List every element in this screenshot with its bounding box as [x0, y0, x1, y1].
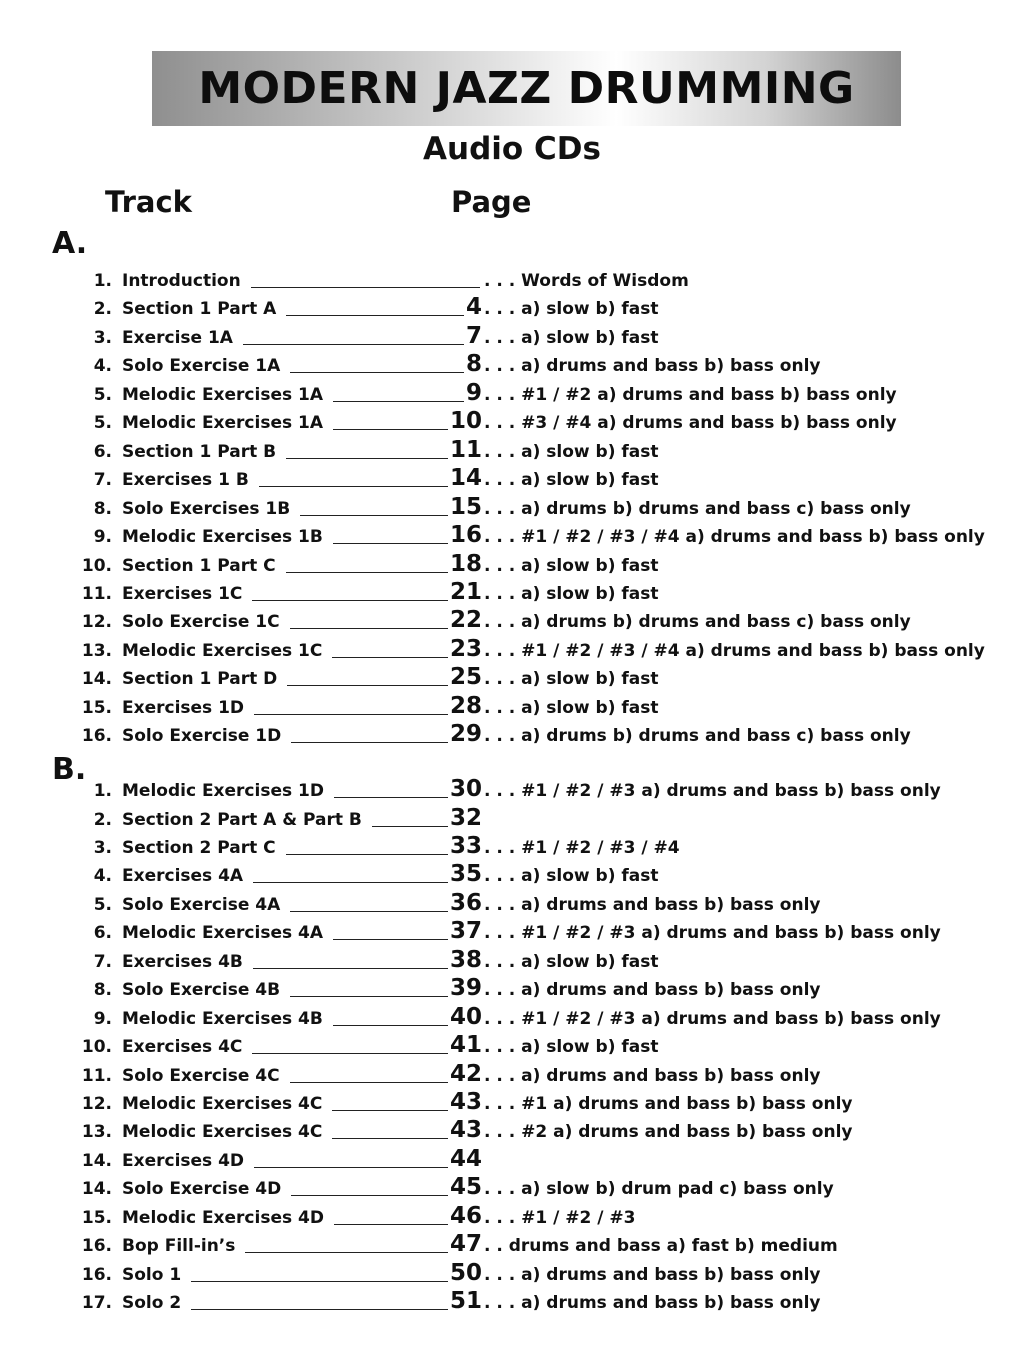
leader-line — [253, 968, 448, 969]
page-number: 8 — [465, 351, 482, 378]
track-title: Exercises 4C — [122, 1037, 243, 1057]
track-description: . . . a) slow b) fast — [484, 584, 659, 604]
track-title: Exercises 1C — [122, 584, 243, 604]
track-number: 8. — [93, 980, 112, 1001]
track-row — [0, 919, 1024, 947]
leader-line — [290, 911, 448, 912]
leader-line — [245, 1252, 448, 1253]
leader-line — [252, 1053, 448, 1054]
track-row — [0, 523, 1024, 551]
track-title: Section 1 Part B — [122, 441, 277, 462]
track-number: 6. — [93, 923, 112, 944]
leader-line — [286, 572, 448, 573]
leader-line — [333, 1025, 448, 1026]
track-description: . . . #1 a) drums and bass b) bass only — [484, 1094, 853, 1114]
page-number: 14 — [449, 465, 482, 492]
track-number: 9. — [93, 527, 112, 547]
track-title: Solo Exercise 1A — [122, 356, 281, 377]
track-number: 1. — [93, 271, 112, 291]
page-number: 37 — [449, 918, 482, 945]
leader-line — [333, 401, 464, 402]
page-number: 47 — [449, 1231, 482, 1258]
track-description: . . . a) drums b) drums and bass c) bass only — [484, 726, 911, 747]
leader-line — [334, 797, 448, 798]
track-row — [0, 1118, 1024, 1146]
track-description: . . . a) slow b) fast — [484, 669, 659, 690]
leader-line — [254, 714, 448, 715]
track-number: 12. — [81, 612, 112, 633]
track-title: Exercises 4D — [122, 1150, 245, 1171]
track-number: 12. — [81, 1094, 112, 1114]
track-title: Exercises 1 B — [122, 470, 249, 491]
track-row — [0, 580, 1024, 608]
page-number: 28 — [449, 692, 482, 719]
page-number: 43 — [449, 1089, 482, 1115]
page-number: 30 — [449, 776, 482, 802]
page-number: 35 — [449, 861, 482, 888]
track-description: . . . a) slow b) fast — [484, 1037, 659, 1057]
track-description: . . drums and bass a) fast b) medium — [484, 1236, 838, 1257]
track-row — [0, 891, 1024, 919]
track-description: . . . #1 / #2 a) drums and bass b) bass only — [484, 384, 897, 405]
track-number: 14. — [81, 1179, 112, 1200]
track-title: Exercises 4B — [122, 951, 243, 972]
track-title: Section 1 Part D — [122, 669, 278, 690]
track-number: 16. — [81, 1264, 112, 1285]
track-row — [0, 777, 1024, 805]
track-description: . . . a) slow b) fast — [484, 697, 659, 718]
page-number: 11 — [449, 436, 482, 463]
track-number: 17. — [81, 1293, 112, 1314]
track-number: 16. — [81, 1236, 112, 1257]
page-number: 16 — [449, 522, 482, 548]
track-description: . . . a) drums and bass b) bass only — [484, 356, 821, 377]
leader-line — [259, 486, 448, 487]
track-row — [0, 295, 1024, 323]
page-number: 22 — [449, 607, 482, 634]
track-description: . . . a) slow b) fast — [484, 951, 659, 972]
track-description: . . . a) drums b) drums and bass c) bass only — [484, 612, 911, 633]
page-number: 36 — [449, 889, 482, 916]
leader-line — [332, 1138, 448, 1139]
page-number: 32 — [449, 804, 482, 831]
track-description: . . . #1 / #2 / #3 / #4 a) drums and bass b) bass only — [484, 527, 985, 547]
title-banner — [152, 51, 901, 126]
track-description: . . . a) drums and bass b) bass only — [484, 1264, 821, 1285]
track-row — [0, 806, 1024, 834]
track-title: Section 2 Part C — [122, 837, 276, 858]
track-number: 3. — [93, 837, 112, 858]
track-title: Melodic Exercises 4C — [122, 1122, 323, 1143]
leader-line — [290, 628, 448, 629]
track-row — [0, 608, 1024, 636]
leader-line — [291, 1195, 448, 1196]
track-description: . . . #1 / #2 / #3 — [484, 1207, 636, 1228]
leader-line — [243, 344, 464, 345]
page-number: 23 — [449, 635, 482, 662]
track-description: . . . #1 / #2 / #3 a) drums and bass b) bass only — [484, 923, 941, 944]
track-number: 10. — [81, 555, 112, 576]
track-row — [0, 1147, 1024, 1175]
track-number: 1. — [93, 781, 112, 801]
track-number: 4. — [93, 356, 112, 377]
track-number: 13. — [81, 1122, 112, 1143]
track-row — [0, 1005, 1024, 1033]
page-column-header: Page — [451, 185, 532, 219]
track-title: Melodic Exercises 1C — [122, 640, 323, 661]
track-row — [0, 438, 1024, 466]
page-number: 25 — [449, 664, 482, 691]
leader-line — [290, 996, 448, 997]
track-number: 2. — [93, 299, 112, 320]
page-title: MODERN JAZZ DRUMMING — [198, 63, 855, 114]
track-title: Solo Exercise 4D — [122, 1179, 282, 1200]
page-number: 15 — [449, 493, 482, 520]
page-number: 29 — [449, 721, 482, 748]
track-row — [0, 834, 1024, 862]
page-number: 40 — [449, 1003, 482, 1030]
page-number: 21 — [449, 579, 482, 605]
track-description: . . . a) slow b) fast — [484, 299, 659, 320]
track-description: . . . a) drums and bass b) bass only — [484, 1293, 821, 1314]
leader-line — [286, 458, 448, 459]
track-number: 13. — [81, 640, 112, 661]
leader-line — [372, 826, 448, 827]
track-title: Melodic Exercises 4C — [122, 1094, 323, 1114]
leader-line — [290, 372, 464, 373]
track-row — [0, 862, 1024, 890]
leader-line — [334, 1224, 448, 1225]
track-row — [0, 694, 1024, 722]
leader-line — [290, 1082, 448, 1083]
track-row — [0, 324, 1024, 352]
track-row — [0, 1175, 1024, 1203]
track-row — [0, 267, 1024, 295]
track-description: . . . a) slow b) fast — [484, 555, 659, 576]
page-number: 9 — [465, 379, 482, 406]
page-number: 33 — [449, 832, 482, 859]
track-row — [0, 1232, 1024, 1260]
leader-line — [291, 742, 448, 743]
leader-line — [333, 543, 448, 544]
page-number: 41 — [449, 1032, 482, 1058]
track-description: . . . a) drums and bass b) bass only — [484, 980, 821, 1001]
track-title: Melodic Exercises 1A — [122, 413, 324, 434]
track-title: Melodic Exercises 1A — [122, 384, 324, 405]
leader-line — [333, 429, 448, 430]
track-row — [0, 948, 1024, 976]
leader-line — [333, 939, 448, 940]
page-number: 46 — [449, 1202, 482, 1229]
track-description: . . . a) drums and bass b) bass only — [484, 1065, 821, 1086]
track-title: Solo 1 — [122, 1264, 182, 1285]
track-title: Melodic Exercises 4A — [122, 923, 324, 944]
track-number: 7. — [93, 470, 112, 491]
track-row — [0, 1261, 1024, 1289]
track-description: . . . a) slow b) fast — [484, 441, 659, 462]
leader-line — [251, 287, 480, 288]
track-number: 14. — [81, 1150, 112, 1171]
track-description: . . . #1 / #2 / #3 a) drums and bass b) bass only — [484, 781, 941, 801]
leader-line — [252, 600, 448, 601]
leader-line — [253, 882, 448, 883]
track-description: . . . #3 / #4 a) drums and bass b) bass only — [484, 413, 897, 434]
track-row — [0, 1289, 1024, 1317]
track-number: 15. — [81, 697, 112, 718]
track-number: 14. — [81, 669, 112, 690]
track-row — [0, 409, 1024, 437]
page-number: 38 — [449, 946, 482, 973]
track-title: Bop Fill-in’s — [122, 1236, 236, 1257]
track-number: 6. — [93, 441, 112, 462]
track-description: . . . a) drums b) drums and bass c) bass only — [484, 498, 911, 519]
leader-line — [254, 1167, 448, 1168]
track-title: Introduction — [122, 271, 241, 291]
track-description: . . . a) slow b) fast — [484, 470, 659, 491]
track-row — [0, 352, 1024, 380]
track-number: 7. — [93, 951, 112, 972]
track-row — [0, 1033, 1024, 1061]
page-number: 39 — [449, 975, 482, 1002]
page-number: 18 — [449, 550, 482, 577]
track-number: 2. — [93, 809, 112, 830]
track-number: 11. — [81, 584, 112, 604]
track-description: . . . a) slow b) fast — [484, 866, 659, 887]
track-number: 5. — [93, 384, 112, 405]
track-title: Solo Exercises 1B — [122, 498, 291, 519]
page-number: 7 — [465, 322, 482, 349]
page-number: 43 — [449, 1117, 482, 1144]
track-number: 15. — [81, 1207, 112, 1228]
leader-line — [191, 1309, 448, 1310]
track-title: Solo Exercise 1D — [122, 726, 282, 747]
track-title: Solo 2 — [122, 1293, 182, 1314]
page-number: 10 — [449, 408, 482, 435]
track-description: . . . #1 / #2 / #3 a) drums and bass b) bass only — [484, 1008, 941, 1029]
track-title: Solo Exercise 4A — [122, 894, 281, 915]
track-number: 5. — [93, 413, 112, 434]
track-row — [0, 381, 1024, 409]
page-number: 4 — [465, 294, 482, 321]
track-row — [0, 1090, 1024, 1118]
leader-line — [332, 1110, 448, 1111]
page-number: 45 — [449, 1174, 482, 1201]
page-subtitle: Audio CDs — [423, 131, 601, 167]
page-number: 50 — [449, 1259, 482, 1286]
leader-line — [191, 1281, 448, 1282]
track-row — [0, 976, 1024, 1004]
track-row — [0, 722, 1024, 750]
page-number: 44 — [449, 1145, 482, 1172]
leader-line — [287, 685, 448, 686]
leader-line — [286, 854, 448, 855]
track-title: Exercise 1A — [122, 327, 233, 348]
track-description: . . . a) slow b) fast — [484, 327, 659, 348]
page-number: 51 — [449, 1288, 482, 1315]
track-title: Section 2 Part A & Part B — [122, 809, 362, 830]
track-description: . . . Words of Wisdom — [484, 271, 689, 291]
track-description: . . . a) drums and bass b) bass only — [484, 894, 821, 915]
leader-line — [286, 315, 464, 316]
track-description: . . . #2 a) drums and bass b) bass only — [484, 1122, 853, 1143]
track-title: Solo Exercise 1C — [122, 612, 280, 633]
section-label-b: B. — [52, 752, 87, 787]
track-number: 16. — [81, 726, 112, 747]
track-title: Solo Exercise 4C — [122, 1065, 280, 1086]
track-number: 11. — [81, 1065, 112, 1086]
track-row — [0, 1062, 1024, 1090]
track-row — [0, 495, 1024, 523]
track-number: 4. — [93, 866, 112, 887]
track-title: Melodic Exercises 4B — [122, 1008, 323, 1029]
track-title: Melodic Exercises 4D — [122, 1207, 324, 1228]
track-title: Melodic Exercises 1D — [122, 781, 324, 801]
track-column-header: Track — [105, 185, 192, 219]
track-row — [0, 637, 1024, 665]
track-description: . . . #1 / #2 / #3 / #4 — [484, 837, 680, 858]
track-description: . . . #1 / #2 / #3 / #4 a) drums and bass b) bass only — [484, 640, 985, 661]
leader-line — [332, 657, 448, 658]
track-title: Exercises 4A — [122, 866, 244, 887]
page-number: 42 — [449, 1060, 482, 1087]
track-title: Section 1 Part C — [122, 555, 276, 576]
track-row — [0, 1204, 1024, 1232]
track-row — [0, 466, 1024, 494]
track-title: Section 1 Part A — [122, 299, 277, 320]
track-number: 9. — [93, 1008, 112, 1029]
track-title: Solo Exercise 4B — [122, 980, 281, 1001]
track-title: Melodic Exercises 1B — [122, 527, 323, 547]
track-number: 8. — [93, 498, 112, 519]
track-row — [0, 665, 1024, 693]
track-number: 3. — [93, 327, 112, 348]
track-title: Exercises 1D — [122, 697, 245, 718]
section-label-a: A. — [52, 226, 88, 261]
track-number: 5. — [93, 894, 112, 915]
leader-line — [300, 515, 448, 516]
track-description: . . . a) slow b) drum pad c) bass only — [484, 1179, 834, 1200]
track-row — [0, 552, 1024, 580]
track-number: 10. — [81, 1037, 112, 1057]
